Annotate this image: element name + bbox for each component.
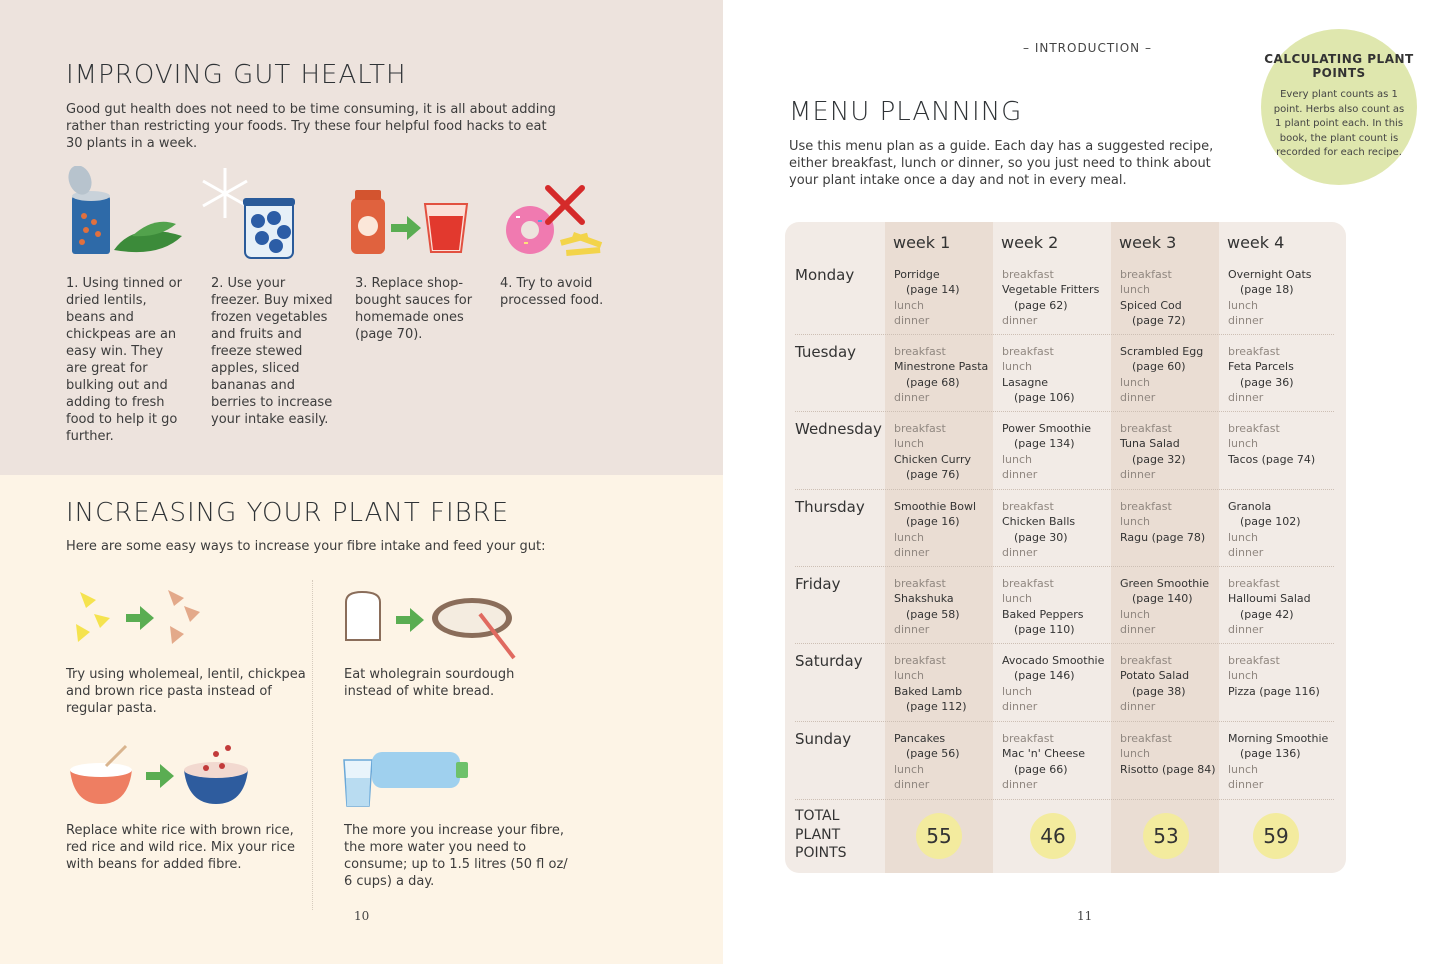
sauce-jar-icon — [351, 190, 385, 254]
menu-cell — [1120, 344, 1203, 406]
recipe-line: Avocado Smoothie — [1002, 654, 1105, 667]
recipe-line: Lasagne — [1002, 375, 1049, 389]
water-icon — [342, 748, 472, 810]
meal-slot-label: dinner — [1002, 546, 1038, 560]
recipe-line: (page 38) — [1132, 684, 1186, 698]
recipe-line: Shakshuka — [894, 592, 954, 606]
day-label: Wednesday — [795, 420, 882, 438]
meal-slot-label: breakfast — [1120, 654, 1172, 667]
white-bread-icon — [346, 592, 380, 640]
recipe-line: Baked Peppers — [1002, 607, 1084, 621]
menu-cell — [1120, 653, 1189, 715]
recipe-line: (page 146) — [1014, 669, 1075, 683]
recipe-line: Feta Parcels — [1228, 360, 1294, 374]
gut-intro: Good gut health does not need to be time consuming, it is all about adding rather than restricting your foods. Try these four helpful food hacks to eat 30 plants in a week. — [66, 102, 556, 151]
menu-cell — [894, 731, 960, 793]
week-header: week 3 — [1119, 233, 1177, 252]
recipe-line: Ragu (page 78) — [1120, 530, 1206, 544]
meal-slot-label: lunch — [894, 762, 925, 776]
menu-cell — [1228, 653, 1320, 699]
menu-cell — [1002, 576, 1084, 638]
day-label: Monday — [795, 266, 855, 284]
meal-slot-label: breakfast — [1120, 268, 1172, 281]
divider — [312, 580, 313, 910]
day-label: Saturday — [795, 652, 863, 670]
menu-cell — [1002, 267, 1099, 329]
meal-slot-label: dinner — [1002, 468, 1038, 482]
menu-cell — [1228, 731, 1328, 793]
fibre-title: INCREASING YOUR PLANT FIBRE — [66, 498, 510, 528]
menu-cell — [1228, 576, 1311, 638]
meal-slot-label: dinner — [1120, 700, 1156, 714]
page-number: 11 — [1077, 909, 1093, 923]
recipe-line: (page 16) — [906, 515, 960, 529]
section-label: – INTRODUCTION – — [1023, 41, 1152, 55]
meal-slot-label: dinner — [1228, 778, 1264, 792]
fibre-tip-1: Try using wholemeal, lentil, chickpea and brown rice pasta instead of regular pasta. — [66, 667, 306, 716]
recipe-line: (page 140) — [1132, 592, 1193, 606]
row-divider — [795, 721, 1334, 722]
meal-slot-label: breakfast — [894, 654, 946, 667]
fibre-tip-4: The more you increase your fibre, the more water you need to consume; up to 1.5 litres (50 fl oz/ 6 cups) a day. — [344, 823, 568, 889]
badge-title: CALCULATING PLANT POINTS — [1264, 52, 1414, 80]
avoid-processed-icon — [500, 180, 620, 265]
menu-cell — [1120, 576, 1209, 638]
meal-slot-label: dinner — [1228, 391, 1264, 405]
total-points-circle: 53 — [1143, 813, 1189, 859]
recipe-line: Risotto (page 84) — [1120, 762, 1216, 776]
meal-slot-label: lunch — [1002, 684, 1033, 698]
menu-cell — [1228, 267, 1312, 329]
menu-cell — [894, 499, 976, 561]
badge-body: Every plant counts as 1 point. Herbs also count as 1 plant point each. In this book, the plant count is recorded for each recipe. — [1273, 89, 1405, 158]
recipe-line: Scrambled Egg — [1120, 345, 1204, 358]
row-divider — [795, 411, 1334, 412]
pasta-icon — [76, 592, 110, 642]
recipe-line: Green Smoothie — [1120, 577, 1210, 590]
menu-cell — [1002, 499, 1075, 561]
meal-slot-label: dinner — [894, 391, 930, 405]
recipe-line: (page 110) — [1014, 623, 1075, 637]
recipe-line: Tuna Salad — [1120, 437, 1180, 451]
brown-rice-bowl-icon — [184, 745, 248, 804]
arrow-right-icon — [396, 608, 424, 632]
menu-cell — [894, 576, 960, 638]
recipe-line: Chicken Curry — [894, 452, 971, 466]
day-label: Tuesday — [795, 343, 857, 361]
week-header: week 4 — [1227, 233, 1285, 252]
meal-slot-label: breakfast — [1002, 268, 1054, 281]
recipe-line: (page 62) — [1014, 298, 1068, 312]
hack-4: 4. Try to avoid processed food. — [500, 276, 604, 308]
recipe-line: Overnight Oats — [1228, 268, 1312, 281]
meal-slot-label: breakfast — [1228, 422, 1280, 435]
recipe-line: Vegetable Fritters — [1002, 283, 1100, 297]
meal-slot-label: breakfast — [894, 345, 946, 358]
recipe-line: (page 102) — [1240, 515, 1301, 529]
menu-cell — [1120, 421, 1186, 483]
tin-can-icon — [64, 166, 189, 261]
week-header: week 2 — [1001, 233, 1059, 252]
menu-cell — [1228, 499, 1301, 561]
menu-cell — [1120, 731, 1216, 777]
recipe-line: Pizza (page 116) — [1228, 684, 1320, 698]
recipe-line: (page 134) — [1014, 437, 1075, 451]
meal-slot-label: breakfast — [894, 422, 946, 435]
meal-slot-label: lunch — [1120, 747, 1151, 761]
page-number: 10 — [354, 909, 370, 923]
water-glass-icon — [344, 760, 372, 806]
menu-cell — [1002, 421, 1091, 483]
spinach-icon — [114, 222, 182, 252]
meal-slot-label: breakfast — [1002, 577, 1054, 590]
meal-slot-label: dinner — [1228, 546, 1264, 560]
meal-slot-label: breakfast — [1228, 577, 1280, 590]
menu-cell — [1120, 499, 1205, 545]
meal-slot-label: breakfast — [1120, 500, 1172, 513]
meal-slot-label: lunch — [1120, 607, 1151, 621]
meal-slot-label: lunch — [894, 298, 925, 312]
meal-slot-label: dinner — [1228, 623, 1264, 637]
row-divider — [795, 566, 1334, 567]
meal-slot-label: dinner — [894, 778, 930, 792]
meal-slot-label: lunch — [894, 530, 925, 544]
meal-slot-label: breakfast — [1002, 732, 1054, 745]
gut-health-section — [0, 0, 723, 475]
meal-slot-label: dinner — [894, 623, 930, 637]
recipe-line: (page 68) — [906, 375, 960, 389]
arrow-right-icon — [126, 606, 154, 630]
fibre-tip-3: Replace white rice with brown rice, red rice and wild rice. Mix your rice with beans for added fibre. — [66, 823, 295, 872]
row-divider — [795, 643, 1334, 644]
meal-slot-label: breakfast — [1120, 732, 1172, 745]
menu-cell — [1002, 731, 1085, 793]
recipe-line: Minestrone Pasta — [894, 360, 989, 374]
meal-slot-label: lunch — [1120, 375, 1151, 389]
arrow-right-icon — [391, 216, 421, 240]
fibre-tip-2: Eat wholegrain sourdough instead of white bread. — [344, 667, 515, 699]
white-rice-bowl-icon — [70, 746, 132, 804]
meal-slot-label: dinner — [1120, 468, 1156, 482]
water-bottle-icon — [372, 752, 468, 788]
meal-slot-label: lunch — [1228, 762, 1259, 776]
plant-points-badge — [1261, 29, 1417, 185]
menu-cell — [894, 267, 960, 329]
meal-slot-label: lunch — [1228, 669, 1259, 683]
recipe-line: (page 14) — [906, 283, 960, 297]
meal-slot-label: lunch — [1002, 592, 1033, 606]
meal-slot-label: dinner — [1002, 700, 1038, 714]
recipe-line: Granola — [1228, 500, 1272, 513]
recipe-line: Smoothie Bowl — [894, 500, 977, 513]
menu-title: MENU PLANNING — [789, 97, 1023, 127]
meal-slot-label: lunch — [1228, 530, 1259, 544]
recipe-line: (page 42) — [1240, 607, 1294, 621]
meal-slot-label: lunch — [894, 669, 925, 683]
snowflake-icon — [203, 168, 247, 218]
meal-slot-label: dinner — [1120, 391, 1156, 405]
total-points-circle: 55 — [916, 813, 962, 859]
menu-cell — [894, 421, 971, 483]
recipe-line: Potato Salad — [1120, 669, 1190, 683]
meal-slot-label: breakfast — [894, 577, 946, 590]
recipe-line: Pancakes — [894, 732, 946, 745]
row-divider — [795, 799, 1334, 800]
meal-slot-label: breakfast — [1120, 422, 1172, 435]
meal-slot-label: lunch — [1002, 360, 1033, 374]
recipe-line: Halloumi Salad — [1228, 592, 1311, 606]
total-points-circle: 59 — [1253, 813, 1299, 859]
frozen-berries-icon — [200, 166, 300, 261]
recipe-line: Baked Lamb — [894, 684, 963, 698]
meal-slot-label: dinner — [1002, 778, 1038, 792]
recipe-line: (page 76) — [906, 468, 960, 482]
meal-slot-label: lunch — [1120, 283, 1151, 297]
gut-title: IMPROVING GUT HEALTH — [66, 60, 407, 90]
recipe-line: Porridge — [894, 268, 940, 281]
recipe-line: (page 106) — [1014, 391, 1075, 405]
day-label: Sunday — [795, 730, 852, 748]
recipe-line: (page 32) — [1132, 452, 1186, 466]
cross-icon — [548, 188, 582, 222]
meal-slot-label: breakfast — [1002, 500, 1054, 513]
day-label: Thursday — [795, 498, 865, 516]
day-label: Friday — [795, 575, 841, 593]
meal-slot-label: lunch — [1002, 452, 1033, 466]
meal-slot-label: dinner — [1120, 623, 1156, 637]
menu-cell — [1228, 344, 1294, 406]
menu-cell — [1228, 421, 1315, 467]
meal-slot-label: dinner — [894, 314, 930, 328]
sourdough-icon — [432, 598, 514, 658]
sauce-swap-icon — [345, 186, 475, 258]
recipe-line: (page 36) — [1240, 375, 1294, 389]
meal-slot-label: dinner — [894, 546, 930, 560]
recipe-line: Mac 'n' Cheese — [1002, 747, 1085, 761]
donut-icon — [506, 206, 554, 254]
menu-table — [785, 222, 1346, 873]
week-header: week 1 — [893, 233, 951, 252]
meal-slot-label: dinner — [1228, 314, 1264, 328]
bread-swap-icon — [340, 588, 520, 660]
recipe-line: (page 58) — [906, 607, 960, 621]
right-page — [723, 0, 1445, 964]
pasta-swap-icon — [72, 584, 212, 650]
recipe-line: (page 66) — [1014, 762, 1068, 776]
row-divider — [795, 334, 1334, 335]
hack-1: 1. Using tinned or dried lentils, beans and chickpeas are an easy win. They are great for bulking out and adding to fresh food to help it go further. — [66, 276, 182, 444]
menu-cell — [1002, 653, 1104, 715]
recipe-line: (page 30) — [1014, 530, 1068, 544]
recipe-line: (page 72) — [1132, 314, 1186, 328]
total-plant-points-label: TOTAL PLANT POINTS — [795, 808, 847, 861]
fibre-intro: Here are some easy ways to increase your fibre intake and feed your gut: — [66, 539, 546, 554]
meal-slot-label: lunch — [1228, 437, 1259, 451]
row-divider — [795, 489, 1334, 490]
recipe-line: (page 18) — [1240, 283, 1294, 297]
recipe-line: (page 56) — [906, 747, 960, 761]
menu-cell — [1120, 267, 1186, 329]
meal-slot-label: breakfast — [1228, 654, 1280, 667]
meal-slot-label: breakfast — [1228, 345, 1280, 358]
recipe-line: (page 136) — [1240, 747, 1301, 761]
menu-cell — [1002, 344, 1075, 406]
recipe-line: (page 60) — [1132, 360, 1186, 374]
fries-icon — [560, 232, 602, 256]
meal-slot-label: lunch — [894, 437, 925, 451]
arrow-right-icon — [146, 764, 174, 788]
recipe-line: Power Smoothie — [1002, 422, 1092, 435]
rice-swap-icon — [66, 742, 256, 808]
menu-cell — [894, 653, 967, 715]
meal-slot-label: breakfast — [1002, 345, 1054, 358]
hack-3: 3. Replace shop-bought sauces for homemade ones (page 70). — [355, 276, 473, 342]
menu-cell — [894, 344, 988, 406]
meal-slot-label: lunch — [1120, 515, 1151, 529]
total-points-circle: 46 — [1030, 813, 1076, 859]
recipe-line: (page 112) — [906, 700, 967, 714]
menu-intro: Use this menu plan as a guide. Each day has a suggested recipe, either breakfast, lunch or dinner, so you just need to think about your plant intake once a day and not in every meal. — [789, 139, 1214, 188]
hack-2: 2. Use your freezer. Buy mixed frozen vegetables and fruits and freeze stewed apples, sliced bananas and berries to increase your intake easily. — [211, 276, 333, 427]
fresh-tomato-sauce-icon — [425, 204, 467, 252]
wholemeal-pasta-icon — [168, 590, 200, 644]
recipe-line: Morning Smoothie — [1228, 732, 1329, 745]
recipe-line: Tacos (page 74) — [1228, 452, 1316, 466]
meal-slot-label: lunch — [1228, 298, 1259, 312]
recipe-line: Chicken Balls — [1002, 515, 1076, 529]
meal-slot-label: dinner — [1002, 314, 1038, 328]
recipe-line: Spiced Cod — [1120, 298, 1182, 312]
